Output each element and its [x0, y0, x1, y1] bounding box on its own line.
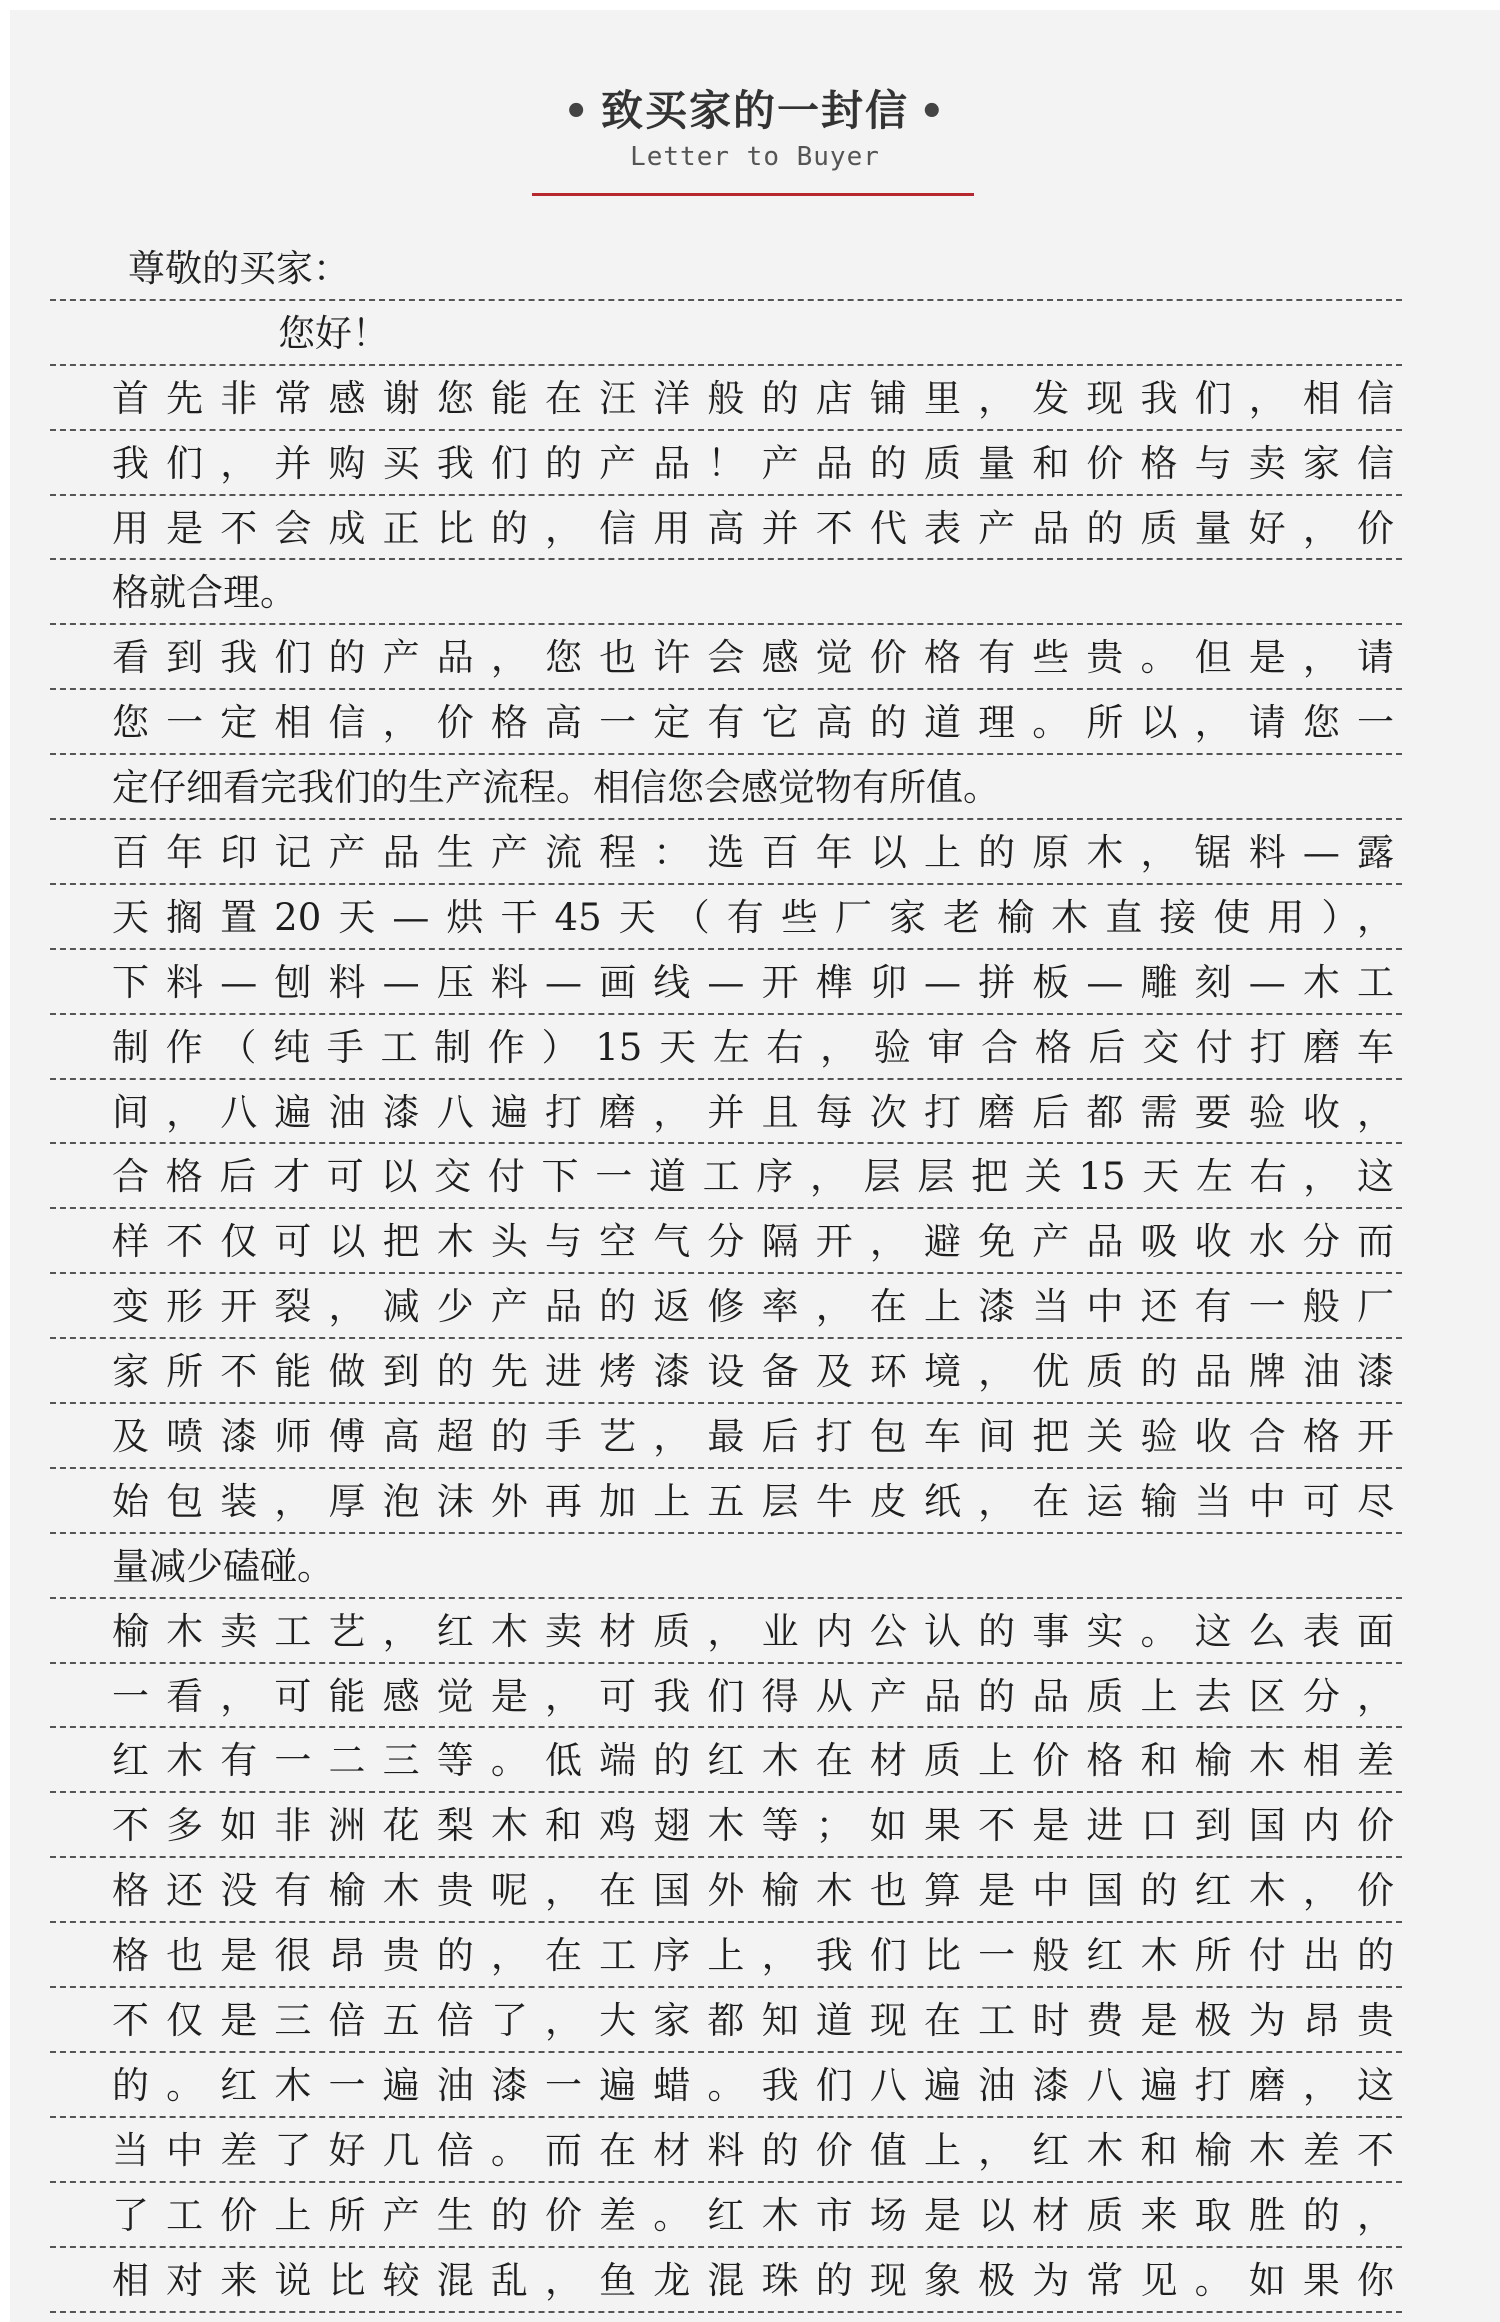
letter-line: 的。红木一遍油漆一遍蜡。我们八遍油漆八遍打磨，这 [50, 2053, 1402, 2118]
letter-line: 定仔细看完我们的生产流程。相信您会感觉物有所值。 [50, 755, 1402, 820]
title-underline [532, 193, 974, 196]
letter-line: 格也是很昂贵的，在工序上，我们比一般红木所付出的 [50, 1923, 1402, 1988]
letter-line: 百年印记产品生产流程：选百年以上的原木，锯料—露 [50, 820, 1402, 885]
bullet-right-icon: • [919, 89, 947, 135]
letter-line: 榆木卖工艺，红木卖材质，业内公认的事实。这么表面 [50, 1599, 1402, 1664]
letter-line: 看到我们的产品，您也许会感觉价格有些贵。但是，请 [50, 625, 1402, 690]
letter-line: 首先非常感谢您能在汪洋般的店铺里，发现我们，相信 [50, 366, 1402, 431]
page-subtitle: Letter to Buyer [630, 142, 880, 172]
letter-sheet [10, 10, 1500, 2322]
bullet-left-icon: • [563, 89, 591, 135]
letter-line: 我们，并购买我们的产品！产品的质量和价格与卖家信 [50, 431, 1402, 496]
letter-line: 用是不会成正比的，信用高并不代表产品的质量好，价 [50, 496, 1402, 561]
letter-line: 一看，可能感觉是，可我们得从产品的品质上去区分， [50, 1664, 1402, 1729]
letter-line: 尊敬的买家： [50, 236, 1402, 301]
letter-line: 样不仅可以把木头与空气分隔开，避免产品吸收水分而 [50, 1209, 1402, 1274]
letter-line: 相对来说比较混乱，鱼龙混珠的现象极为常见。如果你 [50, 2248, 1402, 2313]
letter-line: 您好！ [50, 301, 1402, 366]
letter-line: 您一定相信，价格高一定有它高的道理。所以，请您一 [50, 690, 1402, 755]
letter-line: 当中差了好几倍。而在材料的价值上，红木和榆木差不 [50, 2118, 1402, 2183]
letter-line: 变形开裂，减少产品的返修率，在上漆当中还有一般厂 [50, 1274, 1402, 1339]
letter-line: 家所不能做到的先进烤漆设备及环境，优质的品牌油漆 [50, 1339, 1402, 1404]
letter-line: 量减少磕碰。 [50, 1534, 1402, 1599]
letter-line: 始包装，厚泡沫外再加上五层牛皮纸，在运输当中可尽 [50, 1469, 1402, 1534]
letter-line: 制作（纯手工制作）15天左右，验审合格后交付打磨车 [50, 1015, 1402, 1080]
letter-line: 不多如非洲花梨木和鸡翅木等；如果不是进口到国内价 [50, 1793, 1402, 1858]
letter-line: 格还没有榆木贵呢，在国外榆木也算是中国的红木，价 [50, 1858, 1402, 1923]
letter-line: 不仅是三倍五倍了，大家都知道现在工时费是极为昂贵 [50, 1988, 1402, 2053]
letter-line: 红木有一二三等。低端的红木在材质上价格和榆木相差 [50, 1728, 1402, 1793]
letter-line: 及喷漆师傅高超的手艺，最后打包车间把关验收合格开 [50, 1404, 1402, 1469]
letter-line: 下料—刨料—压料—画线—开榫卯—拼板—雕刻—木工 [50, 950, 1402, 1015]
letter-line: 了工价上所产生的价差。红木市场是以材质来取胜的， [50, 2183, 1402, 2248]
letter-line: 合格后才可以交付下一道工序，层层把关15天左右，这 [50, 1144, 1402, 1209]
letter-line: 格就合理。 [50, 560, 1402, 625]
letter-header [10, 10, 1500, 210]
letter-line: 间，八遍油漆八遍打磨，并且每次打磨后都需要验收， [50, 1080, 1402, 1145]
letter-line: 天搁置20天—烘干45天（有些厂家老榆木直接使用）， [50, 885, 1402, 950]
letter-body [50, 236, 1402, 2313]
page-title-row [10, 78, 1500, 138]
page-title: 致买家的一封信 [600, 86, 909, 135]
